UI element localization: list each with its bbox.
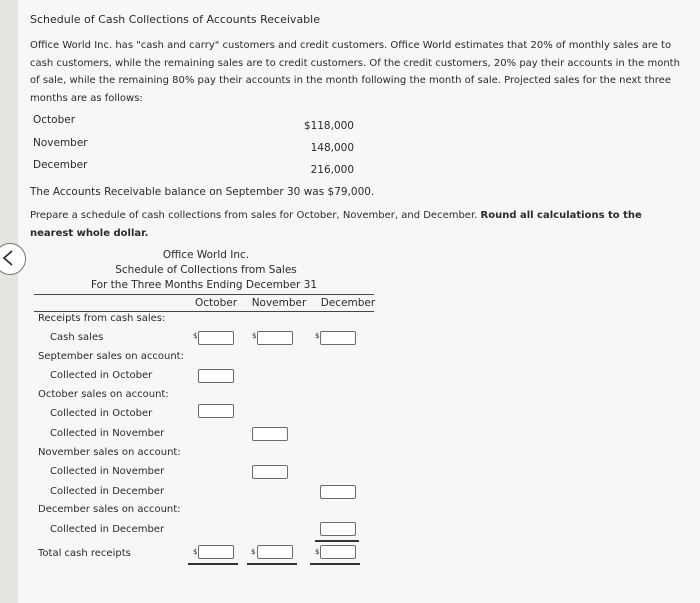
column-header-november: November [251, 297, 307, 309]
input-sep-collected-oct[interactable] [198, 369, 234, 383]
row-label-cash-receipts: Receipts from cash sales: [38, 313, 166, 324]
chevron-left-icon [0, 248, 19, 268]
sales-amount-december: 216,000 [310, 164, 354, 176]
row-label-september-sales: September sales on account: [38, 351, 184, 362]
row-label-october-sales: October sales on account: [38, 389, 169, 400]
schedule-company: Office World Inc. [162, 249, 250, 261]
instructions [30, 207, 680, 242]
sales-amount-october: $118,000 [303, 120, 354, 132]
input-total-december[interactable] [320, 545, 356, 559]
sales-month-november: November [33, 137, 88, 149]
row-label-cash-sales: Cash sales [50, 332, 104, 343]
input-cash-sales-october[interactable] [198, 331, 234, 345]
input-nov-collected-dec[interactable] [320, 485, 356, 499]
input-total-november[interactable] [257, 545, 293, 559]
currency-symbol: $ [252, 332, 257, 340]
total-double-rule-december [310, 563, 360, 565]
row-label-november-sales: November sales on account: [38, 447, 181, 458]
currency-symbol: $ [193, 548, 198, 556]
schedule-period: For the Three Months Ending December 31 [90, 279, 318, 291]
row-label-oct-collected-oct: Collected in October [50, 408, 153, 419]
column-header-october: October [194, 297, 238, 309]
currency-symbol: $ [315, 548, 320, 556]
row-label-sep-collected-oct: Collected in October [50, 370, 153, 381]
row-label-nov-collected-dec: Collected in December [50, 486, 165, 497]
sales-month-december: December [33, 159, 88, 171]
header-rule-top [34, 294, 374, 295]
input-oct-collected-nov[interactable] [252, 427, 288, 441]
total-double-rule-october [188, 563, 238, 565]
sales-amount-november: 148,000 [310, 142, 354, 154]
input-cash-sales-december[interactable] [320, 331, 356, 345]
row-label-december-sales: December sales on account: [38, 504, 181, 515]
schedule-title: Schedule of Collections from Sales [115, 264, 297, 276]
problem-page [18, 0, 700, 603]
window-edge [0, 0, 18, 603]
subtotal-rule-december [315, 540, 359, 542]
input-oct-collected-oct[interactable] [198, 404, 234, 418]
currency-symbol: $ [251, 548, 256, 556]
instruction-rounding: Round all calculations to the nearest whole dollar. [30, 210, 642, 239]
total-double-rule-november [247, 563, 297, 565]
sales-month-october: October [33, 114, 76, 126]
row-label-dec-collected-dec: Collected in December [50, 524, 165, 535]
row-label-total: Total cash receipts [38, 548, 131, 559]
instruction-text: Prepare a schedule of cash collections from sales for October, November, and December. [30, 210, 481, 221]
ar-balance-text: The Accounts Receivable balance on September 30 was $79,000. [30, 186, 375, 198]
column-header-december: December [320, 297, 376, 309]
input-cash-sales-november[interactable] [257, 331, 293, 345]
problem-heading: Schedule of Cash Collections of Accounts Receivable [30, 13, 320, 26]
currency-symbol: $ [193, 332, 198, 340]
input-nov-collected-nov[interactable] [252, 465, 288, 479]
problem-intro: Office World Inc. has "cash and carry" customers and credit customers. Office World estimates that 20% of monthly sales are to cash customers, while the remaining sales are to credit customers. Of the credit customers, 20% pay their accounts in the month of sale, while the remaining 80% pay their accounts in the month following the month of sale. Projected sales for the next three months are as follows: [30, 40, 680, 104]
input-dec-collected-dec[interactable] [320, 522, 356, 536]
input-total-october[interactable] [198, 545, 234, 559]
row-label-nov-collected-nov: Collected in November [50, 466, 165, 477]
row-label-oct-collected-nov: Collected in November [50, 428, 165, 439]
header-rule-bottom [34, 311, 374, 312]
currency-symbol: $ [315, 332, 320, 340]
